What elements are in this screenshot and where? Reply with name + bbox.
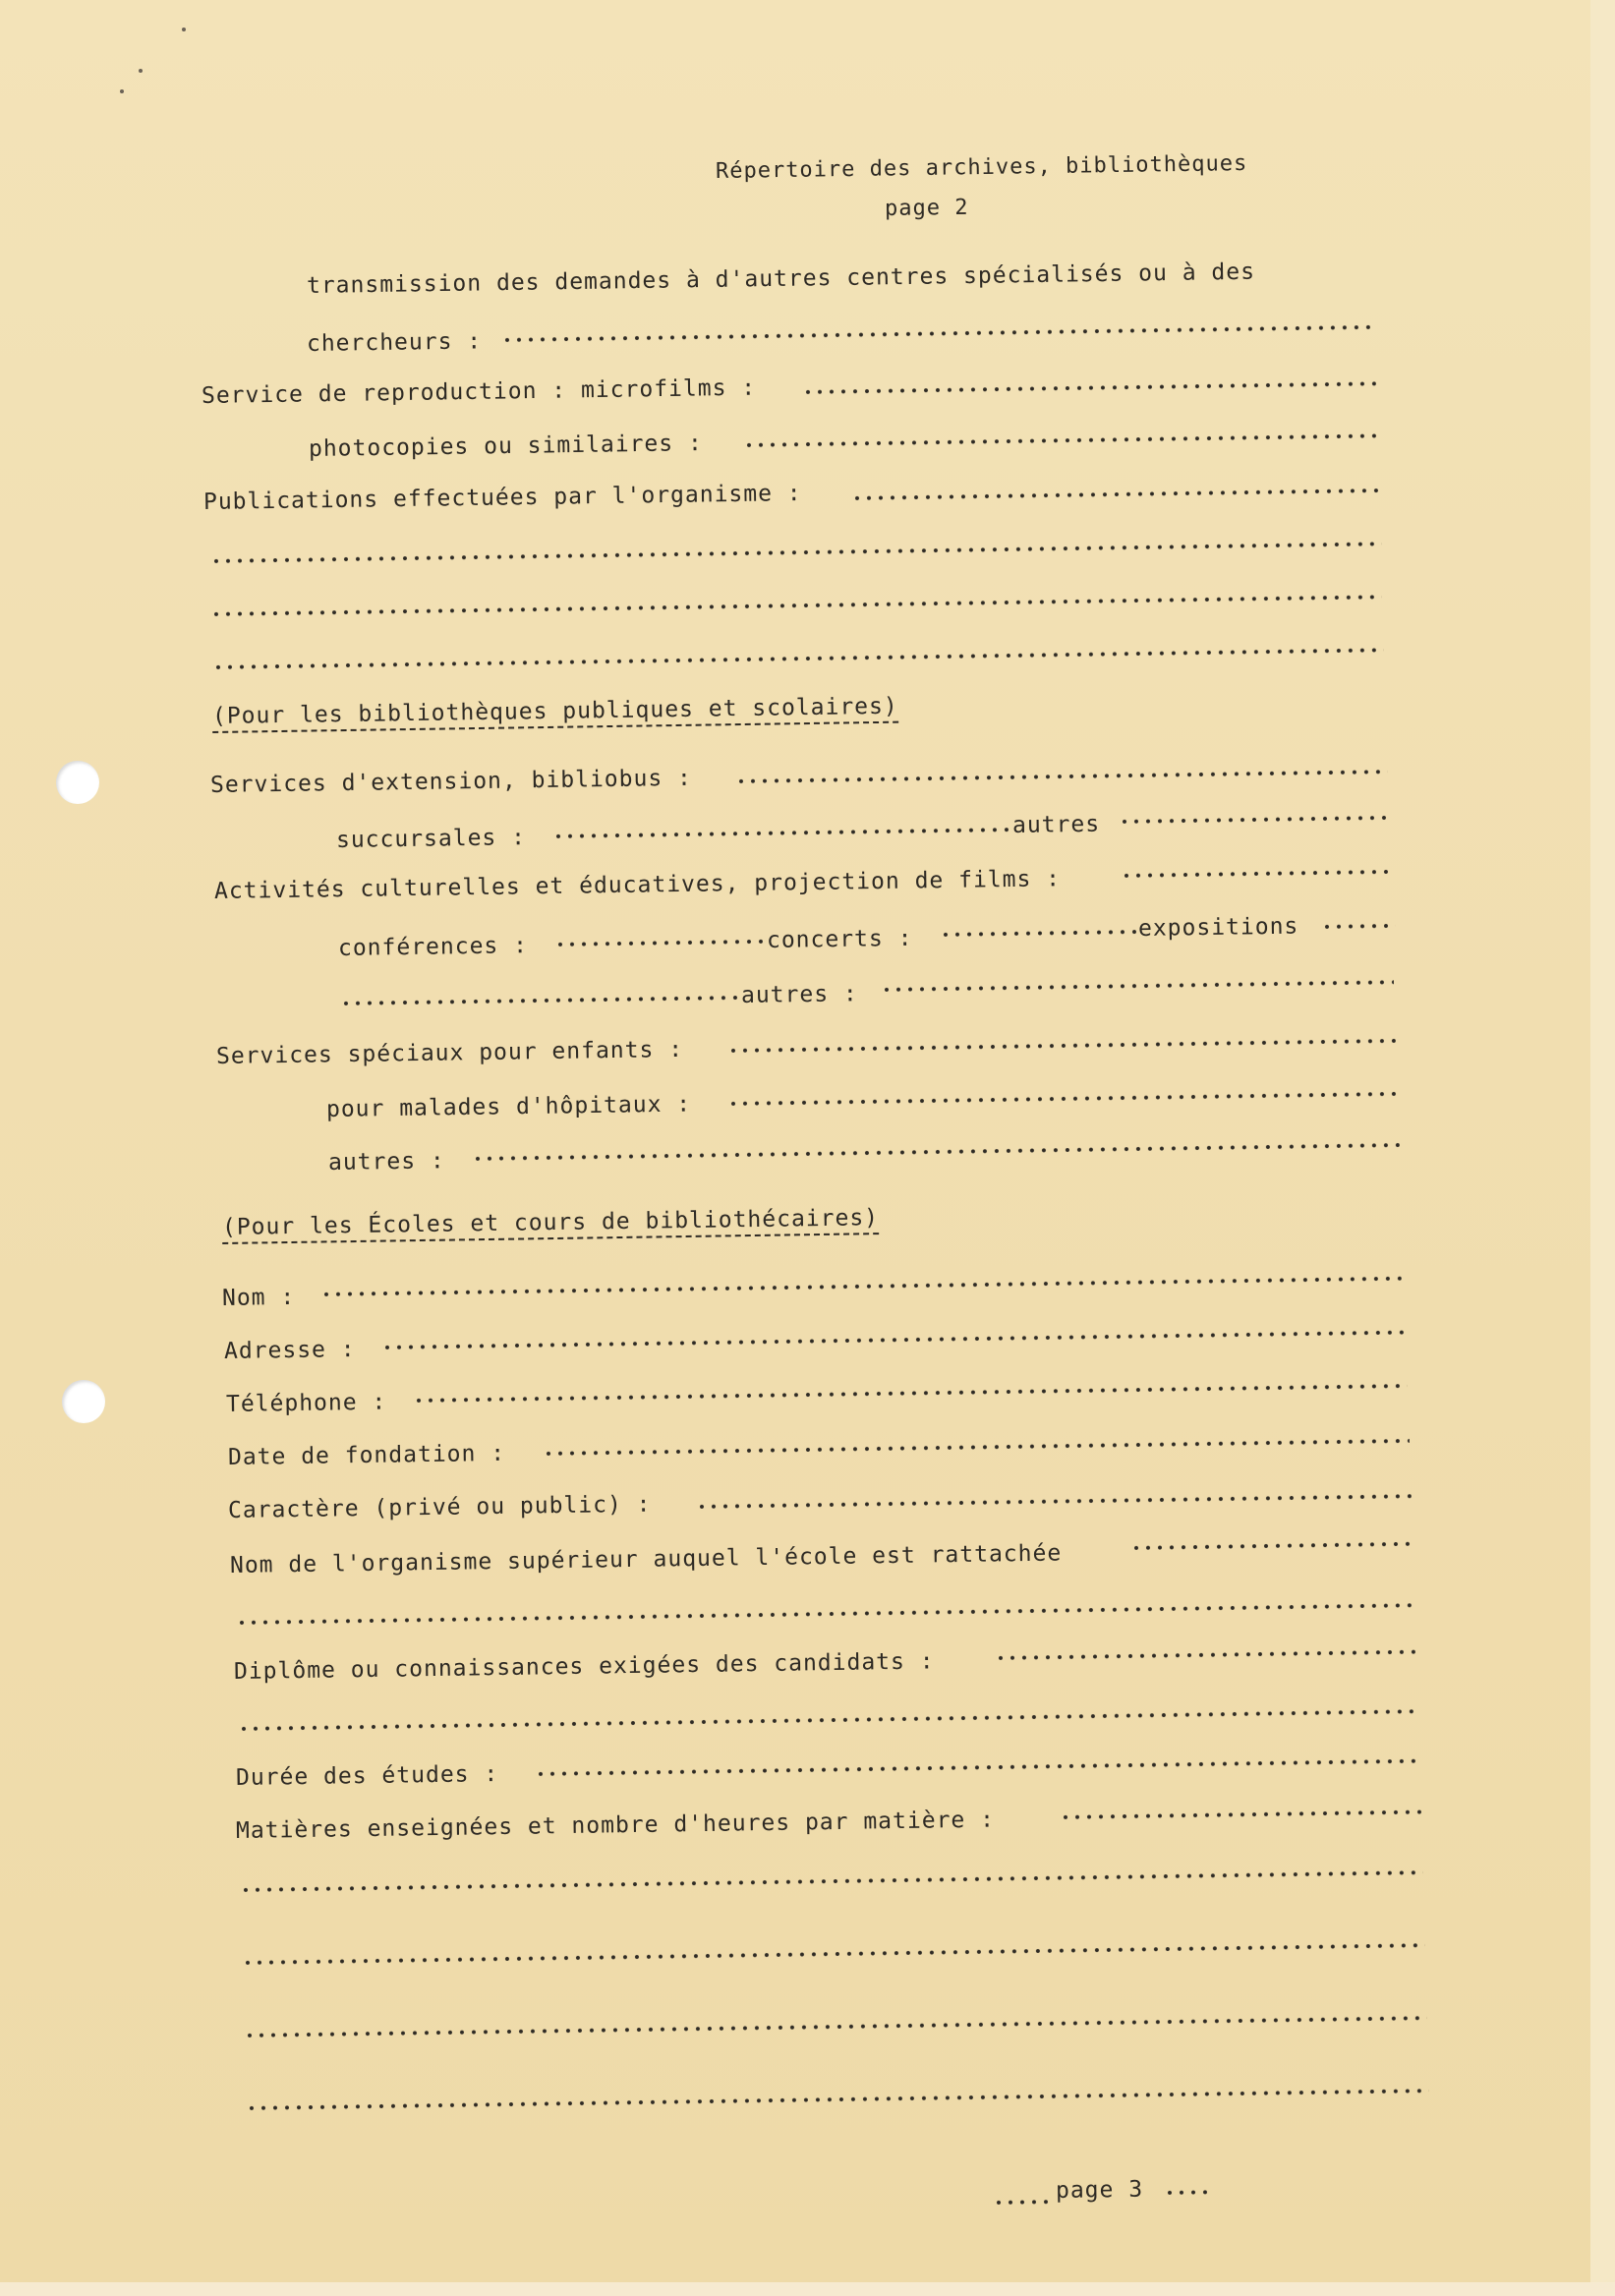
page-number: page 2 bbox=[884, 195, 969, 221]
fill-line bbox=[554, 931, 763, 955]
field-enfants-label: Services spéciaux pour enfants : bbox=[215, 1036, 684, 1069]
field-chercheurs-label: chercheurs : bbox=[306, 328, 483, 357]
field-publications-label: Publications effectuées par l'organisme : bbox=[202, 480, 802, 515]
field-date-fondation-label: Date de fondation : bbox=[227, 1440, 506, 1470]
paper-speck bbox=[182, 28, 186, 31]
binder-hole bbox=[56, 761, 99, 804]
section-heading-text: (Pour les bibliothèques publiques et scolaires) bbox=[212, 694, 898, 733]
field-extension-label: Services d'extension, bibliobus : bbox=[209, 765, 693, 798]
next-page-label: page 3 bbox=[1055, 2176, 1144, 2204]
field-organisme-label: Nom de l'organisme supérieur auquel l'école est rattachée bbox=[229, 1540, 1063, 1578]
field-photocopies-label: photocopies ou similaires : bbox=[308, 430, 704, 462]
section-heading-text: (Pour les Écoles et cours de bibliothécaires) bbox=[222, 1205, 879, 1244]
binder-hole bbox=[62, 1380, 105, 1423]
field-succursales-autres-label: autres bbox=[1011, 811, 1101, 838]
document-title: Répertoire des archives, bibliothèques bbox=[715, 150, 1248, 184]
field-conferences-label: conférences : bbox=[337, 933, 529, 961]
field-reproduction-label: Service de reproduction : microfilms : bbox=[201, 374, 757, 409]
field-caractere-label: Caractère (privé ou public) : bbox=[227, 1491, 652, 1523]
field-nom-label: Nom : bbox=[221, 1284, 296, 1311]
fill-line bbox=[1119, 807, 1390, 832]
field-services-autres-label: autres : bbox=[327, 1148, 445, 1176]
field-matieres-label: Matières enseignées et nombre d'heures par matière : bbox=[235, 1807, 996, 1844]
field-succursales-label: succursales : bbox=[335, 825, 527, 853]
field-transmission-label: transmission des demandes à d'autres centres spécialisés ou à des bbox=[306, 258, 1256, 299]
footer-dots bbox=[993, 2191, 1052, 2213]
fill-line bbox=[1321, 915, 1396, 938]
paper-edge-bottom bbox=[0, 2282, 1615, 2296]
field-activites-label: Activités culturelles et éducatives, projection de films : bbox=[213, 866, 1062, 904]
fill-line bbox=[1121, 861, 1392, 887]
paper-speck bbox=[120, 89, 124, 93]
field-adresse-label: Adresse : bbox=[223, 1337, 356, 1364]
footer-dots bbox=[1164, 2181, 1207, 2204]
paper-edge bbox=[1590, 0, 1615, 2296]
field-telephone-label: Téléphone : bbox=[225, 1389, 387, 1417]
field-diplome-label: Diplôme ou connaissances exigées des candidats : bbox=[233, 1648, 935, 1685]
field-duree-label: Durée des études : bbox=[235, 1761, 499, 1791]
field-expositions-label: expositions bbox=[1137, 913, 1299, 942]
fill-line bbox=[940, 921, 1136, 946]
paper-speck bbox=[139, 69, 143, 73]
field-autres-activites-label: autres : bbox=[740, 981, 858, 1008]
field-concerts-label: concerts : bbox=[766, 925, 913, 953]
field-malades-label: pour malades d'hôpitaux : bbox=[325, 1091, 692, 1122]
fill-line bbox=[1130, 1533, 1413, 1559]
